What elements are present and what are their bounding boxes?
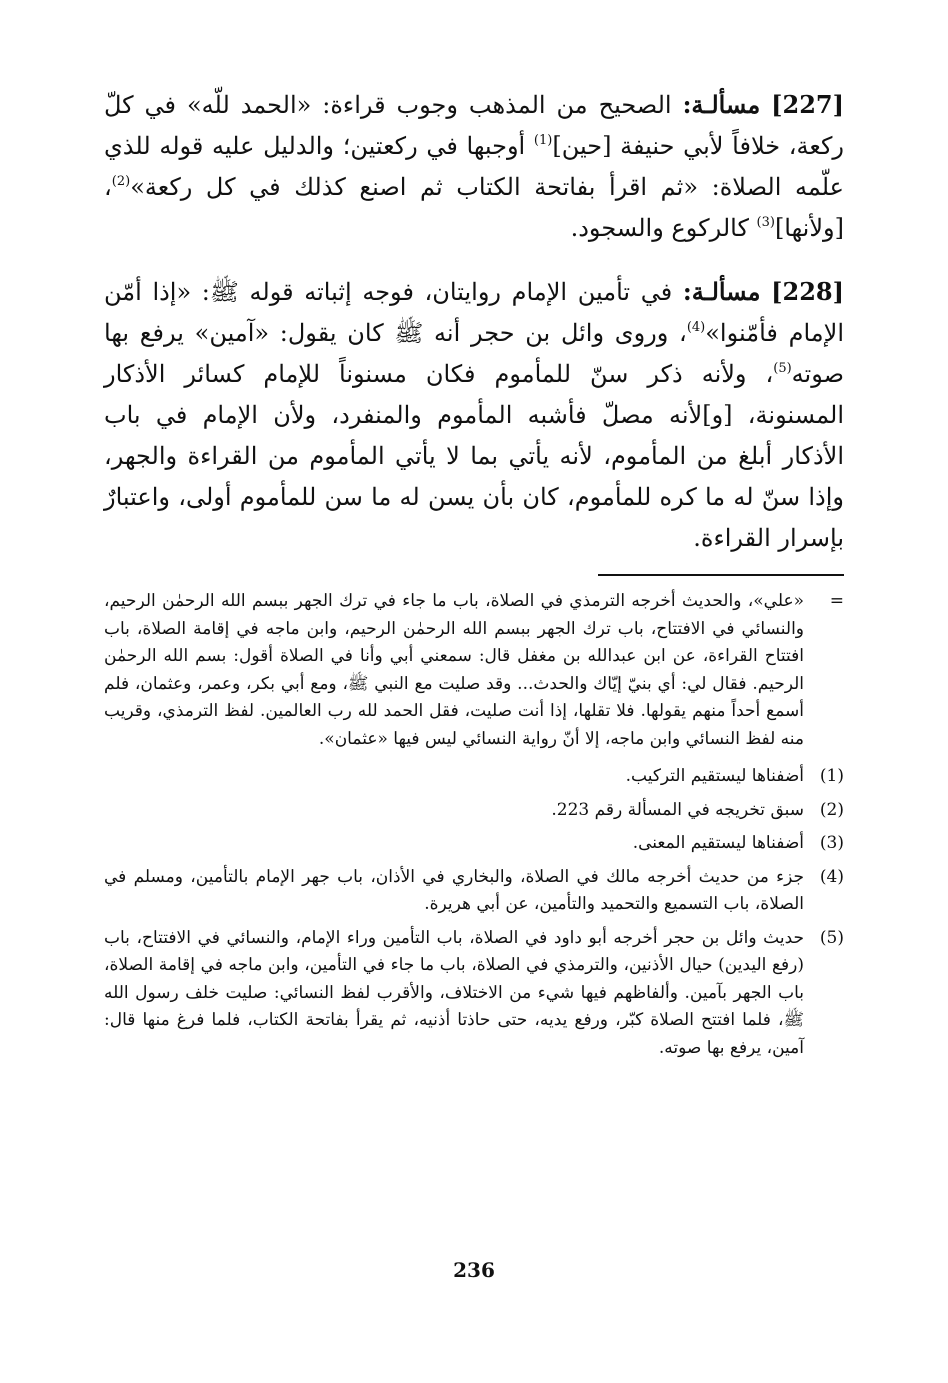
issue-paragraph-227	[104, 84, 844, 249]
footnote-ref: (5)	[773, 361, 792, 376]
page-number: 236	[453, 1258, 495, 1282]
paragraph-text: الصحيح من المذهب وجوب قراءة: «الحمد للّه» في كلّ ركعة، خلافاً لأبي حنيفة [حين]	[104, 91, 845, 160]
paragraph-text: ، [ولأنها]	[104, 173, 844, 242]
main-text	[104, 84, 844, 559]
footnote-ref: (1)	[533, 133, 553, 148]
footnote-text: سبق تخريجه في المسألة رقم 223.	[551, 799, 804, 820]
footnote-text: أضفناها ليستقيم المعنى.	[632, 833, 804, 853]
footnote-text: حديث وائل بن حجر أخرجه أبو داود في الصلاة، باب التأمين وراء الإمام، والنسائي في الافتتاح، باب (رفع اليدين) حيال الأذنين، والترمذي في الصلاة، باب ما جاء في التأمين، وابن ماجه في إقامة الصلاة، باب الجهر بآمين. وألفاظهم فيها شيء من الاختلاف، والأقرب لفظ النسائي: صليت خلف رسول الله ﷺ، فلما افتتح الصلاة كبّر، ورفع يديه، حتى حاذتا أذنيه، ثم يقرأ بفاتحة الكتاب، فلما فرغ منها قال: آمين، يرفع بها صوته.	[104, 927, 804, 1058]
footnote-continuation	[104, 588, 844, 753]
issue-label: مسألـة:	[682, 90, 761, 119]
paragraph-text: أوجبها في ركعتين؛ والدليل عليه قوله للذي علّمه الصلاة: «ثم اقرأ بفاتحة الكتاب ثم اصنع كذلك في كل ركعة»	[104, 132, 844, 201]
paragraph-text: في تأمين الإمام روايتان، فوجه إثباته قوله ﷺ: «إذا أمّن الإمام فأمّنوا»	[104, 278, 844, 347]
footnote-marker: (3)	[819, 833, 844, 853]
issue-number: [227]	[771, 90, 844, 119]
footnote-1	[104, 763, 844, 791]
footnote-ref: (3)	[756, 215, 775, 230]
paragraph-text: ، ولأنه ذكر سنّ للمأموم فكان مسنوناً للإمام كسائر الأذكار المسنونة، [و]لأنه مصلّ فأشبه المأموم والمنفرد، ولأن الإمام في باب الأذكار أبلغ من المأموم، لأنه يأتي بما لا يأتي المأموم من القراءة والجهر، وإذا سنّ له ما كره للمأموم، كان بأن يسن له ما سن للمأموم أولى، واعتبارٌ بإسرار القراءة.	[104, 360, 844, 552]
footnote-ref: (4)	[686, 320, 706, 335]
issue-paragraph-228	[104, 271, 844, 559]
paragraph-text: كالركوع والسجود.	[570, 214, 757, 242]
issue-number: [228]	[771, 277, 844, 306]
footnote-marker: (2)	[819, 799, 844, 820]
footnote-text: «علي»، والحديث أخرجه الترمذي في الصلاة، باب ما جاء في ترك الجهر ببسم الله الرحمٰن الرحيم، والنسائي في الافتتاح، باب ترك الجهر ببسم الله الرحمٰن الرحيم، وابن ماجه في إقامة الصلاة، باب افتتاح القراءة، عن ابن عبدالله بن مغفل قال: سمعني أبي وأنا في الصلاة أقول: بسم الله الرحمٰن الرحيم. فقال لي: أي بنيّ إيّاك والحدث... وقد صليت مع النبي ﷺ، ومع أبي بكر، وعمر، وعثمان، فلم أسمع أحداً منهم يقولها. فلا تقلها، إذا أنت صليت، فقل الحمد لله رب العالمين. لفظ الترمذي، وقريب منه لفظ النسائي وابن ماجه، إلا أنّ رواية النسائي ليس فيها «عثمان».	[104, 591, 804, 749]
footnote-3	[104, 830, 844, 858]
footnote-ref: (2)	[111, 174, 131, 189]
footnote-text: جزء من حديث أخرجه مالك في الصلاة، والبخاري في الأذان، باب جهر الإمام بالتأمين، ومسلم في الصلاة، باب التسميع والتحميد والتأمين، عن أبي هريرة.	[104, 866, 804, 914]
footnote-marker: (1)	[819, 766, 844, 786]
continuation-marker: =	[829, 591, 844, 611]
footnote-4	[104, 864, 844, 919]
footnote-separator	[598, 574, 844, 576]
footnote-marker: (4)	[819, 866, 844, 887]
paragraph-text: ، وروى وائل بن حجر أنه ﷺ كان يقول: «آمين» يرفع بها صوته	[104, 319, 844, 388]
footnote-5	[104, 925, 844, 1063]
footnotes	[104, 588, 844, 1068]
footnote-marker: (5)	[819, 927, 844, 948]
footnote-2	[104, 797, 844, 825]
footnote-text: أضفناها ليستقيم التركيب.	[625, 766, 804, 786]
issue-label: مسألـة:	[682, 277, 761, 306]
